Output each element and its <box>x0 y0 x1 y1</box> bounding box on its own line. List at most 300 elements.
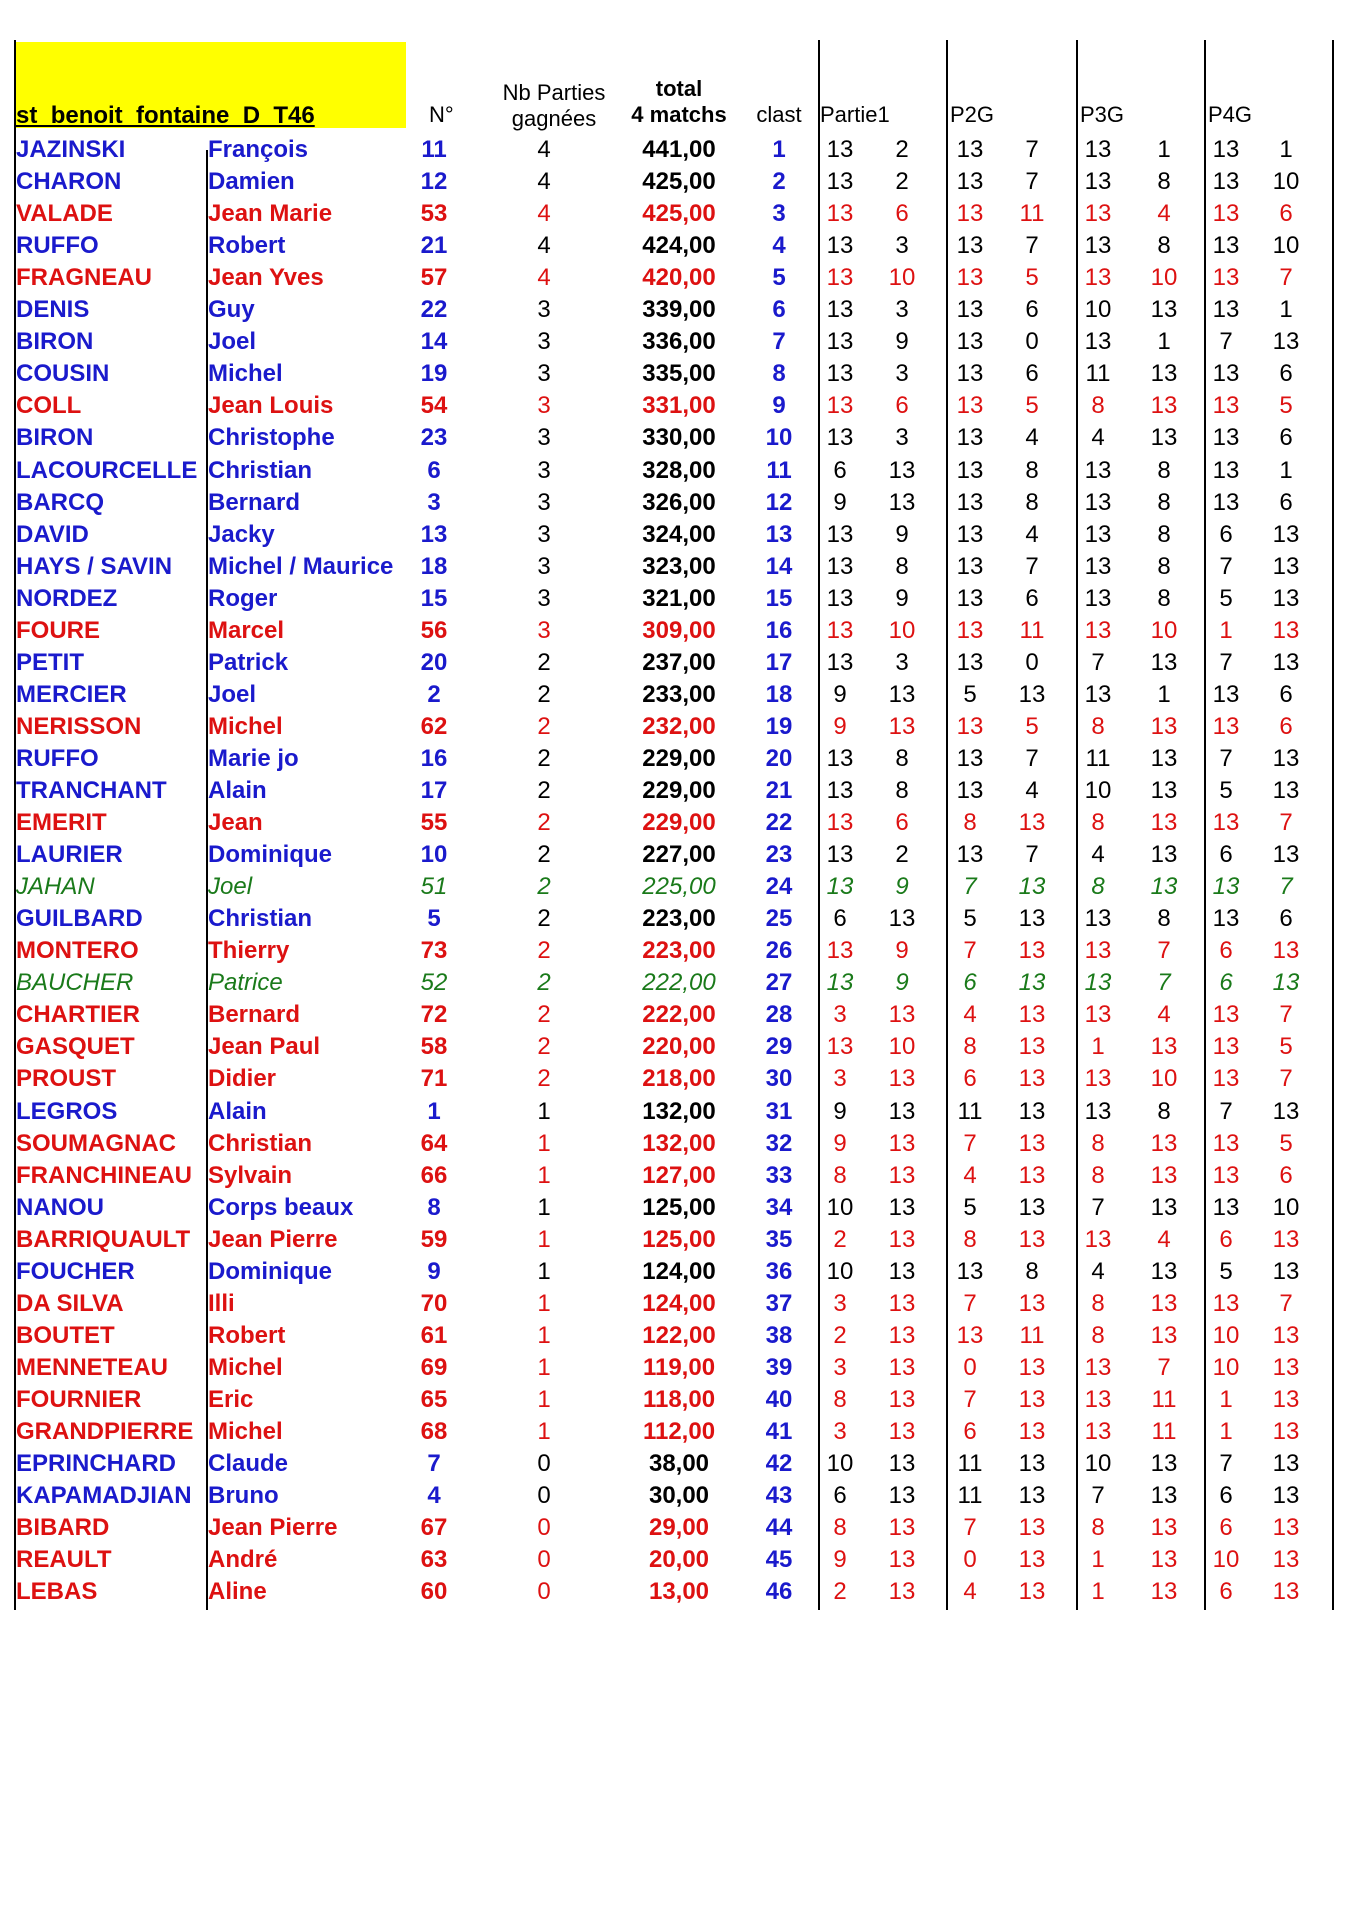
total-points: 119,00 <box>642 1353 716 1381</box>
player-last-name: NANOU <box>16 1193 104 1221</box>
score-cell: 13 <box>956 360 984 388</box>
header-p2g: P2G <box>950 102 995 127</box>
player-number: 51 <box>420 873 448 901</box>
score-cell: 7 <box>1157 1353 1171 1381</box>
games-won: 2 <box>537 1001 551 1029</box>
table-row <box>14 679 1334 711</box>
ranking: 3 <box>772 200 786 228</box>
total-points: 336,00 <box>642 328 716 356</box>
score-cell: 13 <box>956 232 984 260</box>
score-cell: 13 <box>956 1321 984 1349</box>
player-number: 63 <box>420 1546 448 1574</box>
score-cell: 9 <box>895 328 909 356</box>
score-cell: 13 <box>956 1257 984 1285</box>
total-points: 222,00 <box>642 969 716 997</box>
score-cell: 6 <box>833 1482 847 1510</box>
score-cell: 13 <box>826 969 854 997</box>
score-cell: 13 <box>888 1385 916 1413</box>
score-cell: 13 <box>1150 1161 1178 1189</box>
score-cell: 7 <box>963 937 977 965</box>
score-cell: 13 <box>1212 1193 1240 1221</box>
total-points: 124,00 <box>642 1257 716 1285</box>
score-cell: 13 <box>1150 777 1178 804</box>
score-cell: 8 <box>1025 456 1039 484</box>
player-last-name: JAZINSKI <box>16 136 126 163</box>
player-number: 22 <box>420 296 448 324</box>
score-cell: 13 <box>826 136 854 163</box>
score-cell: 13 <box>826 360 854 388</box>
ranking: 37 <box>765 1289 793 1317</box>
score-cell: 9 <box>895 937 909 965</box>
score-cell: 13 <box>1150 809 1178 837</box>
total-points: 125,00 <box>642 1225 716 1253</box>
score-cell: 7 <box>1157 969 1171 997</box>
table-row <box>14 615 1334 647</box>
score-cell: 1 <box>1279 136 1293 163</box>
score-cell: 1 <box>1157 328 1171 356</box>
score-cell: 6 <box>1219 1225 1233 1253</box>
score-cell: 3 <box>895 424 909 452</box>
total-points: 124,00 <box>642 1289 716 1317</box>
player-last-name: CHARTIER <box>16 1001 140 1029</box>
ranking: 32 <box>765 1129 793 1157</box>
score-cell: 2 <box>895 136 909 163</box>
player-first-name: Claude <box>208 1450 289 1478</box>
games-won: 1 <box>537 1257 551 1285</box>
games-won: 3 <box>537 328 551 356</box>
ranking: 45 <box>765 1546 793 1574</box>
player-first-name: Dominique <box>208 841 332 869</box>
score-cell: 7 <box>1091 1193 1105 1221</box>
score-cell: 8 <box>895 552 909 580</box>
score-cell: 0 <box>963 1353 977 1381</box>
score-cell: 13 <box>826 200 854 228</box>
ranking: 26 <box>765 937 793 965</box>
score-cell: 5 <box>1279 1033 1293 1061</box>
ranking: 9 <box>772 392 786 420</box>
player-number: 68 <box>420 1418 448 1445</box>
score-cell: 13 <box>1018 1418 1046 1445</box>
player-first-name: Jean <box>208 809 263 837</box>
player-last-name: FOURE <box>16 616 100 644</box>
score-cell: 7 <box>1219 648 1233 676</box>
header-total-line2: 4 matchs <box>631 102 727 127</box>
score-cell: 13 <box>1150 744 1178 772</box>
player-first-name: Michel / Maurice <box>208 552 394 580</box>
ranking: 7 <box>772 328 786 356</box>
player-first-name: Dominique <box>208 1257 332 1285</box>
score-cell: 10 <box>1150 616 1178 644</box>
table-row <box>14 326 1334 358</box>
score-cell: 13 <box>1018 1482 1046 1510</box>
score-cell: 13 <box>1084 937 1112 965</box>
score-cell: 10 <box>888 264 916 292</box>
score-cell: 8 <box>833 1385 847 1413</box>
score-cell: 8 <box>1091 1321 1105 1349</box>
games-won: 3 <box>537 584 551 612</box>
ranking: 4 <box>772 232 786 260</box>
ranking: 22 <box>765 809 793 837</box>
score-cell: 6 <box>1279 360 1293 388</box>
total-points: 125,00 <box>642 1193 716 1221</box>
player-number: 73 <box>420 937 448 965</box>
score-cell: 13 <box>1272 328 1300 356</box>
games-won: 0 <box>537 1514 551 1542</box>
score-cell: 13 <box>888 1353 916 1381</box>
total-points: 335,00 <box>642 360 716 388</box>
ranking: 19 <box>765 712 793 740</box>
ranking: 43 <box>765 1482 793 1510</box>
player-last-name: SOUMAGNAC <box>16 1129 176 1157</box>
table-row <box>14 935 1334 967</box>
player-last-name: FOUCHER <box>16 1257 135 1285</box>
table-row <box>14 647 1334 679</box>
score-cell: 4 <box>963 1001 977 1029</box>
score-cell: 9 <box>833 488 847 516</box>
table-row <box>14 1224 1334 1256</box>
player-last-name: DENIS <box>16 296 90 324</box>
score-cell: 13 <box>956 136 984 163</box>
total-points: 220,00 <box>642 1033 716 1061</box>
score-cell: 13 <box>1150 841 1178 869</box>
player-last-name: DAVID <box>16 520 89 548</box>
score-cell: 13 <box>826 296 854 324</box>
total-points: 225,00 <box>642 873 716 901</box>
table-row <box>14 1256 1334 1288</box>
player-last-name: BARRIQUAULT <box>16 1225 191 1253</box>
score-cell: 6 <box>1279 424 1293 452</box>
score-cell: 8 <box>1157 552 1171 580</box>
score-cell: 13 <box>1212 1129 1240 1157</box>
score-cell: 13 <box>826 552 854 580</box>
player-number: 53 <box>420 200 448 228</box>
ranking: 20 <box>765 744 793 772</box>
total-points: 132,00 <box>642 1129 716 1157</box>
table-row <box>14 1544 1334 1576</box>
score-cell: 8 <box>963 809 977 837</box>
table-row <box>14 134 1334 166</box>
table-row <box>14 294 1334 326</box>
player-number: 16 <box>420 744 448 772</box>
player-number: 9 <box>427 1257 441 1285</box>
score-cell: 11 <box>1019 1321 1045 1349</box>
score-cell: 3 <box>895 648 909 676</box>
score-cell: 13 <box>1212 232 1240 260</box>
score-cell: 6 <box>963 1418 977 1445</box>
score-cell: 10 <box>1272 168 1300 196</box>
score-cell: 6 <box>895 809 909 837</box>
score-cell: 13 <box>888 488 916 516</box>
score-cell: 7 <box>1219 328 1233 356</box>
player-number: 3 <box>427 488 441 516</box>
games-won: 1 <box>537 1097 551 1125</box>
score-cell: 13 <box>1018 1546 1046 1574</box>
ranking: 27 <box>765 969 793 997</box>
total-points: 324,00 <box>642 520 716 548</box>
score-cell: 13 <box>1018 1225 1046 1253</box>
score-cell: 13 <box>1272 1385 1300 1413</box>
score-cell: 10 <box>1084 1450 1112 1478</box>
table-row <box>14 519 1334 551</box>
score-cell: 13 <box>888 1289 916 1317</box>
score-cell: 13 <box>1084 232 1112 260</box>
ranking: 31 <box>765 1097 793 1125</box>
score-cell: 1 <box>1091 1033 1105 1061</box>
table-row <box>14 1448 1334 1480</box>
player-number: 52 <box>420 969 448 997</box>
score-cell: 2 <box>833 1225 847 1253</box>
score-cell: 13 <box>888 1129 916 1157</box>
table-row <box>14 1288 1334 1320</box>
total-points: 127,00 <box>642 1161 716 1189</box>
score-cell: 11 <box>957 1450 983 1478</box>
score-cell: 13 <box>1212 1289 1240 1317</box>
score-cell: 6 <box>1219 969 1233 997</box>
games-won: 3 <box>537 296 551 324</box>
ranking: 13 <box>765 520 793 548</box>
total-points: 218,00 <box>642 1065 716 1093</box>
header-nb-line2: gagnées <box>511 106 597 131</box>
player-last-name: MERCIER <box>16 680 127 708</box>
score-cell: 13 <box>1018 873 1046 901</box>
player-last-name: REAULT <box>16 1546 112 1574</box>
table-row <box>14 967 1334 999</box>
player-last-name: FOURNIER <box>16 1385 142 1413</box>
player-last-name: RUFFO <box>16 744 99 772</box>
score-cell: 13 <box>888 680 916 708</box>
score-cell: 10 <box>826 1257 854 1285</box>
score-cell: 8 <box>1091 873 1105 901</box>
player-last-name: FRANCHINEAU <box>16 1161 192 1189</box>
score-cell: 8 <box>1025 1257 1039 1285</box>
score-cell: 13 <box>956 264 984 292</box>
score-cell: 13 <box>1018 1289 1046 1317</box>
games-won: 2 <box>537 969 551 997</box>
score-cell: 13 <box>888 1482 916 1510</box>
score-cell: 6 <box>1219 520 1233 548</box>
score-cell: 8 <box>1091 392 1105 420</box>
score-cell: 7 <box>1219 552 1233 580</box>
player-number: 70 <box>420 1289 448 1317</box>
score-cell: 3 <box>833 1353 847 1381</box>
player-last-name: LACOURCELLE <box>16 456 198 484</box>
player-last-name: DA SILVA <box>16 1289 124 1317</box>
score-cell: 13 <box>956 520 984 548</box>
ranking: 33 <box>765 1161 793 1189</box>
ranking: 18 <box>765 680 793 708</box>
player-number: 65 <box>420 1385 448 1413</box>
player-first-name: Marie jo <box>208 744 299 772</box>
score-cell: 13 <box>1272 1225 1300 1253</box>
score-cell: 7 <box>1025 168 1039 196</box>
total-points: 20,00 <box>648 1546 710 1574</box>
player-number: 61 <box>420 1321 448 1349</box>
score-cell: 13 <box>956 712 984 740</box>
player-first-name: Jean Louis <box>208 392 334 420</box>
ranking: 24 <box>765 873 793 901</box>
score-cell: 11 <box>1019 616 1045 644</box>
score-cell: 10 <box>1212 1546 1240 1574</box>
score-cell: 10 <box>826 1193 854 1221</box>
score-cell: 13 <box>1018 1193 1046 1221</box>
score-cell: 13 <box>1018 1353 1046 1381</box>
score-cell: 13 <box>1272 616 1300 644</box>
score-cell: 0 <box>1025 328 1039 356</box>
score-cell: 5 <box>1025 712 1039 740</box>
score-cell: 6 <box>833 456 847 484</box>
table-row <box>14 775 1334 807</box>
score-cell: 13 <box>956 744 984 772</box>
score-cell: 13 <box>826 841 854 869</box>
player-first-name: Patrice <box>208 969 283 997</box>
score-cell: 6 <box>1279 1161 1293 1189</box>
score-cell: 13 <box>1272 1546 1300 1574</box>
player-number: 17 <box>420 777 448 804</box>
score-cell: 13 <box>956 328 984 356</box>
score-cell: 13 <box>1150 1289 1178 1317</box>
score-cell: 13 <box>1084 552 1112 580</box>
score-cell: 4 <box>963 1161 977 1189</box>
score-cell: 13 <box>1212 296 1240 324</box>
score-cell: 13 <box>888 905 916 933</box>
score-cell: 13 <box>956 777 984 804</box>
score-cell: 3 <box>833 1418 847 1445</box>
score-cell: 13 <box>1212 680 1240 708</box>
total-points: 29,00 <box>648 1514 710 1542</box>
total-points: 321,00 <box>642 584 716 612</box>
header-total-line1: total <box>655 76 703 101</box>
score-cell: 7 <box>1025 232 1039 260</box>
score-cell: 8 <box>1157 905 1171 933</box>
score-cell: 6 <box>1219 1482 1233 1510</box>
score-cell: 13 <box>1212 809 1240 837</box>
player-first-name: Thierry <box>208 937 290 965</box>
player-number: 58 <box>420 1033 448 1061</box>
score-cell: 13 <box>1084 1225 1112 1253</box>
games-won: 4 <box>537 136 551 163</box>
score-cell: 13 <box>826 648 854 676</box>
games-won: 3 <box>537 616 551 644</box>
player-number: 10 <box>420 841 448 869</box>
score-cell: 13 <box>826 328 854 356</box>
player-last-name: KAPAMADJIAN <box>16 1482 192 1510</box>
score-cell: 8 <box>1025 488 1039 516</box>
player-first-name: Guy <box>208 296 255 324</box>
score-cell: 7 <box>1025 744 1039 772</box>
score-cell: 13 <box>1272 584 1300 612</box>
score-cell: 13 <box>1018 1450 1046 1478</box>
ranking: 6 <box>772 296 786 324</box>
table-row <box>14 1352 1334 1384</box>
score-cell: 7 <box>1025 136 1039 163</box>
player-first-name: Michel <box>208 360 283 388</box>
score-cell: 10 <box>888 616 916 644</box>
total-points: 339,00 <box>642 296 716 324</box>
games-won: 3 <box>537 360 551 388</box>
score-cell: 13 <box>888 712 916 740</box>
total-points: 122,00 <box>642 1321 716 1349</box>
player-last-name: HAYS / SAVIN <box>16 552 173 580</box>
score-cell: 13 <box>888 1450 916 1478</box>
score-cell: 9 <box>833 680 847 708</box>
score-cell: 13 <box>1150 392 1178 420</box>
score-cell: 13 <box>1150 1033 1178 1061</box>
player-first-name: Joel <box>208 873 253 901</box>
score-cell: 13 <box>888 1546 916 1574</box>
player-first-name: Michel <box>208 1353 283 1381</box>
player-last-name: JAHAN <box>16 873 95 901</box>
games-won: 4 <box>537 168 551 196</box>
score-cell: 4 <box>1025 424 1039 452</box>
player-first-name: Alain <box>208 1097 267 1125</box>
header-clast: clast <box>756 102 802 127</box>
score-cell: 9 <box>833 1546 847 1574</box>
total-points: 30,00 <box>648 1482 710 1510</box>
score-cell: 4 <box>1091 841 1105 869</box>
score-cell: 13 <box>1212 1033 1240 1061</box>
score-cell: 8 <box>1091 712 1105 740</box>
player-number: 5 <box>427 905 441 933</box>
games-won: 1 <box>537 1129 551 1157</box>
score-cell: 13 <box>1212 905 1240 933</box>
player-first-name: Jean Paul <box>208 1033 321 1061</box>
games-won: 3 <box>537 456 551 484</box>
score-cell: 6 <box>1219 1514 1233 1542</box>
score-cell: 13 <box>1018 905 1046 933</box>
player-first-name: Jean Pierre <box>208 1225 338 1253</box>
score-cell: 13 <box>888 1257 916 1285</box>
score-cell: 4 <box>1157 1001 1171 1029</box>
table-row <box>14 1096 1334 1128</box>
score-cell: 13 <box>956 424 984 452</box>
player-first-name: Robert <box>208 232 286 260</box>
header-partie1: Partie1 <box>820 102 890 127</box>
ranking: 11 <box>766 456 792 484</box>
total-points: 229,00 <box>642 809 716 837</box>
player-first-name: Alain <box>208 777 267 804</box>
score-cell: 9 <box>833 1097 847 1125</box>
score-cell: 13 <box>888 1418 916 1445</box>
score-cell: 8 <box>1157 232 1171 260</box>
total-points: 229,00 <box>642 777 716 804</box>
ranking: 28 <box>765 1001 793 1029</box>
score-cell: 13 <box>1272 1418 1300 1445</box>
score-cell: 6 <box>1279 712 1293 740</box>
total-points: 425,00 <box>642 168 716 196</box>
score-cell: 13 <box>1018 1001 1046 1029</box>
score-cell: 7 <box>1219 744 1233 772</box>
score-cell: 13 <box>1272 969 1300 997</box>
score-cell: 7 <box>1157 937 1171 965</box>
ranking: 46 <box>765 1578 793 1606</box>
score-cell: 13 <box>1272 1353 1300 1381</box>
score-cell: 13 <box>1084 905 1112 933</box>
score-cell: 10 <box>1272 1193 1300 1221</box>
score-cell: 1 <box>1279 456 1293 484</box>
games-won: 4 <box>537 264 551 292</box>
score-cell: 13 <box>1272 1097 1300 1125</box>
table-row <box>14 551 1334 583</box>
games-won: 0 <box>537 1450 551 1478</box>
score-cell: 13 <box>956 648 984 676</box>
games-won: 0 <box>537 1482 551 1510</box>
score-cell: 5 <box>1219 1257 1233 1285</box>
score-cell: 7 <box>963 1289 977 1317</box>
player-last-name: NORDEZ <box>16 584 118 612</box>
table-row <box>14 1576 1334 1608</box>
score-cell: 13 <box>826 232 854 260</box>
ranking: 40 <box>765 1385 793 1413</box>
